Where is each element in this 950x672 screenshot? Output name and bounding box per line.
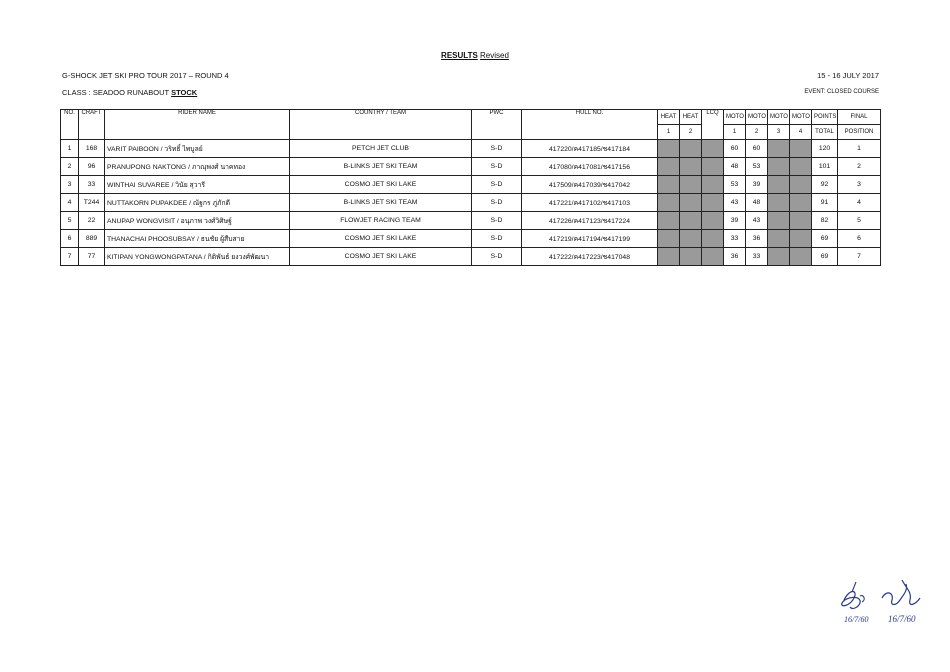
row-total: 69 (812, 230, 838, 248)
row-hull: 417222/ค417223/ช417048 (522, 248, 658, 266)
row-total: 82 (812, 212, 838, 230)
row-no: 4 (61, 194, 79, 212)
table-row (61, 194, 881, 212)
col-heat-2: 2 (680, 125, 702, 140)
row-hull: 417220/ค417185/ช417184 (522, 140, 658, 158)
row-rider: THANACHAI PHOOSUBSAY / ธนชัย ผู้สืบสาย (105, 230, 290, 248)
row-empty-cell (790, 158, 812, 176)
row-no: 3 (61, 176, 79, 194)
signature-image (832, 570, 932, 630)
row-pwc: S-D (472, 140, 522, 158)
row-team: COSMO JET SKI LAKE (290, 176, 472, 194)
row-empty-cell (658, 176, 680, 194)
row-empty-cell (768, 176, 790, 194)
row-hull: 417080/ค417081/ช417156 (522, 158, 658, 176)
row-moto2: 43 (746, 212, 768, 230)
col-total: TOTAL (812, 125, 838, 140)
row-hull: 417226/ค417123/ช417224 (522, 212, 658, 230)
row-empty-cell (768, 158, 790, 176)
row-team: FLOWJET RACING TEAM (290, 212, 472, 230)
row-rider: ANUPAP WONGVISIT / อนุภาพ วงศ์วิศิษฐ์ (105, 212, 290, 230)
row-empty-cell (702, 194, 724, 212)
row-moto2: 33 (746, 248, 768, 266)
row-craft: 889 (79, 230, 105, 248)
row-empty-cell (680, 176, 702, 194)
row-craft: 96 (79, 158, 105, 176)
row-pwc: S-D (472, 212, 522, 230)
row-moto1: 48 (724, 158, 746, 176)
row-team: COSMO JET SKI LAKE (290, 230, 472, 248)
col-position: POSITION (838, 125, 881, 140)
col-lcq: LCQ (702, 110, 724, 140)
row-empty-cell (702, 248, 724, 266)
row-empty-cell (702, 230, 724, 248)
table-row (61, 212, 881, 230)
row-empty-cell (790, 230, 812, 248)
row-empty-cell (768, 140, 790, 158)
row-empty-cell (702, 212, 724, 230)
row-craft: T244 (79, 194, 105, 212)
col-no: NO. (61, 110, 79, 140)
row-moto2: 39 (746, 176, 768, 194)
row-rider: KITIPAN YONGWONGPATANA / กิติพันธ์ ยงวงศ์พัฒนา (105, 248, 290, 266)
row-position: 7 (838, 248, 881, 266)
row-position: 6 (838, 230, 881, 248)
row-rider: PRANUPONG NAKTONG / ภาณุพงศ์ นาคทอง (105, 158, 290, 176)
row-empty-cell (768, 248, 790, 266)
revised-label: Revised (480, 51, 509, 60)
col-moto-a: MOTO (724, 110, 746, 125)
row-position: 1 (838, 140, 881, 158)
col-heat-1: 1 (658, 125, 680, 140)
row-pwc: S-D (472, 176, 522, 194)
event-name: G-SHOCK JET SKI PRO TOUR 2017 – ROUND 4 (62, 71, 229, 80)
row-empty-cell (658, 194, 680, 212)
header-row-1 (61, 110, 881, 125)
row-pwc: S-D (472, 194, 522, 212)
row-empty-cell (790, 194, 812, 212)
class-prefix: CLASS : SEADOO RUNABOUT (62, 88, 169, 97)
row-empty-cell (680, 140, 702, 158)
row-empty-cell (680, 158, 702, 176)
col-craft: CRAFT (79, 110, 105, 140)
col-final: FINAL (838, 110, 881, 125)
col-moto-b: MOTO (746, 110, 768, 125)
results-table (60, 109, 881, 266)
row-empty-cell (790, 140, 812, 158)
row-pwc: S-D (472, 248, 522, 266)
row-empty-cell (658, 248, 680, 266)
col-rider: RIDER NAME (105, 110, 290, 140)
row-rider: WINTHAI SUVAREE / วินัย สุวารี (105, 176, 290, 194)
row-empty-cell (790, 176, 812, 194)
table-row (61, 248, 881, 266)
table-row (61, 158, 881, 176)
class-stock: STOCK (171, 88, 198, 97)
table-row (61, 140, 881, 158)
row-empty-cell (680, 248, 702, 266)
row-empty-cell (768, 194, 790, 212)
signature-date-left: 16/7/60 (844, 615, 869, 624)
row-empty-cell (768, 230, 790, 248)
col-moto-3: 3 (768, 125, 790, 140)
row-empty-cell (790, 212, 812, 230)
row-hull: 417219/ค417194/ช417199 (522, 230, 658, 248)
results-title (0, 51, 950, 60)
row-no: 7 (61, 248, 79, 266)
col-pwc: PWC (472, 110, 522, 140)
row-hull: 417221/ค417102/ช417103 (522, 194, 658, 212)
row-moto1: 36 (724, 248, 746, 266)
col-moto-1: 1 (724, 125, 746, 140)
table-row (61, 176, 881, 194)
row-team: B-LINKS JET SKI TEAM (290, 194, 472, 212)
row-empty-cell (790, 248, 812, 266)
event-date: 15 - 16 JULY 2017 (817, 71, 879, 80)
row-empty-cell (680, 230, 702, 248)
row-rider: NUTTAKORN PUPAKDEE / ณัฐกร ภู่ภักดี (105, 194, 290, 212)
row-position: 3 (838, 176, 881, 194)
col-heat-b: HEAT (680, 110, 702, 125)
row-moto2: 36 (746, 230, 768, 248)
row-position: 4 (838, 194, 881, 212)
row-position: 2 (838, 158, 881, 176)
row-moto2: 53 (746, 158, 768, 176)
row-empty-cell (768, 212, 790, 230)
row-moto1: 60 (724, 140, 746, 158)
row-moto1: 53 (724, 176, 746, 194)
row-position: 5 (838, 212, 881, 230)
row-no: 5 (61, 212, 79, 230)
row-moto2: 60 (746, 140, 768, 158)
row-total: 101 (812, 158, 838, 176)
col-hull: HULL NO. (522, 110, 658, 140)
event-type: EVENT: CLOSED COURSE (804, 89, 879, 95)
col-heat-a: HEAT (658, 110, 680, 125)
row-empty-cell (702, 140, 724, 158)
row-empty-cell (658, 140, 680, 158)
row-empty-cell (658, 230, 680, 248)
row-craft: 168 (79, 140, 105, 158)
row-total: 69 (812, 248, 838, 266)
row-moto1: 43 (724, 194, 746, 212)
row-team: B-LINKS JET SKI TEAM (290, 158, 472, 176)
row-empty-cell (658, 212, 680, 230)
row-no: 6 (61, 230, 79, 248)
row-moto1: 33 (724, 230, 746, 248)
row-rider: VARIT PAIBOON / วริทธิ์ ไพบูลย์ (105, 140, 290, 158)
col-points: POINTS (812, 110, 838, 125)
col-country: COUNTRY / TEAM (290, 110, 472, 140)
col-moto-2: 2 (746, 125, 768, 140)
col-moto-c: MOTO (768, 110, 790, 125)
row-team: COSMO JET SKI LAKE (290, 248, 472, 266)
row-pwc: S-D (472, 158, 522, 176)
class-line (62, 88, 197, 97)
results-heading: RESULTS (441, 51, 478, 60)
row-no: 2 (61, 158, 79, 176)
row-empty-cell (702, 176, 724, 194)
signature-date-right: 16/7/60 (888, 614, 916, 624)
row-hull: 417509/ค417039/ช417042 (522, 176, 658, 194)
row-empty-cell (680, 212, 702, 230)
col-moto-4: 4 (790, 125, 812, 140)
row-pwc: S-D (472, 230, 522, 248)
row-no: 1 (61, 140, 79, 158)
row-moto1: 39 (724, 212, 746, 230)
row-craft: 77 (79, 248, 105, 266)
row-empty-cell (680, 194, 702, 212)
table-row (61, 230, 881, 248)
row-craft: 33 (79, 176, 105, 194)
row-moto2: 48 (746, 194, 768, 212)
row-empty-cell (658, 158, 680, 176)
row-total: 92 (812, 176, 838, 194)
col-moto-d: MOTO (790, 110, 812, 125)
row-empty-cell (702, 158, 724, 176)
row-craft: 22 (79, 212, 105, 230)
row-total: 91 (812, 194, 838, 212)
row-total: 120 (812, 140, 838, 158)
row-team: PETCH JET CLUB (290, 140, 472, 158)
